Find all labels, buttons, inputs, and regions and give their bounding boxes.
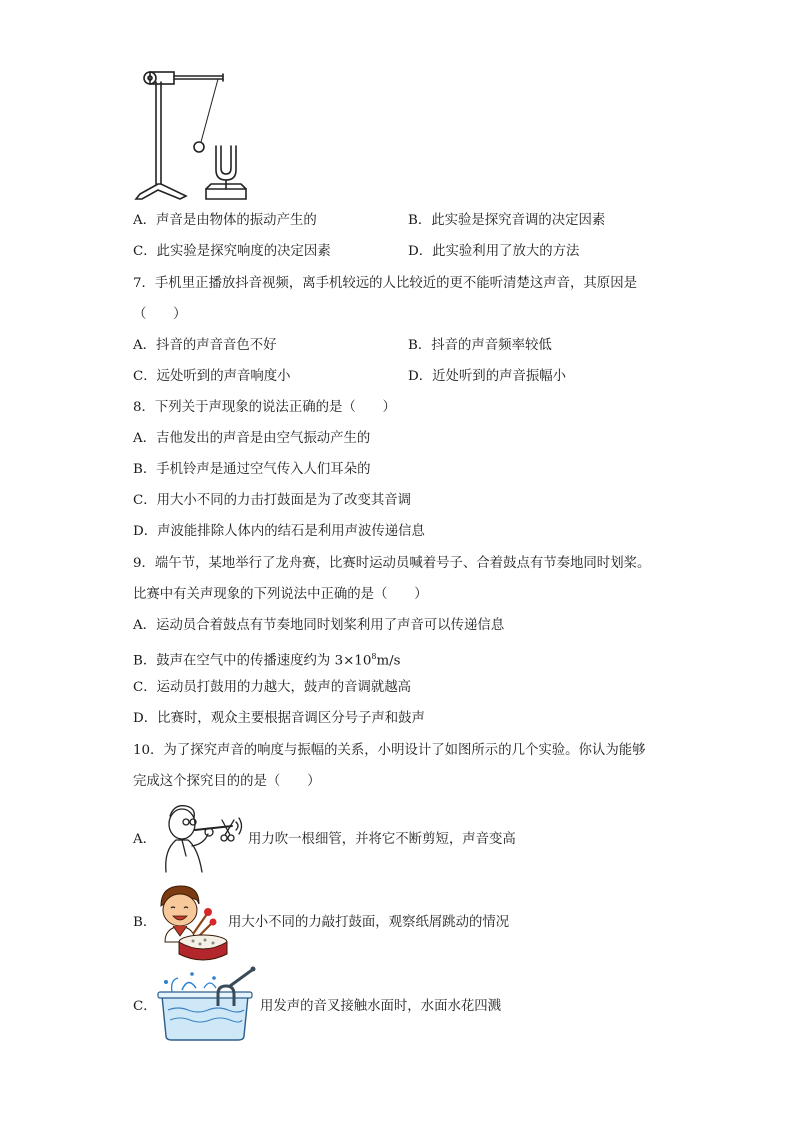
q8-option-c: C．用大小不同的力击打鼓面是为了改变其音调 bbox=[133, 493, 412, 508]
q10-option-b-text: 用大小不同的力敲打鼓面，观察纸屑跳动的情况 bbox=[228, 915, 510, 930]
q9-option-b-text: B．鼓声在空气中的传播速度约为 3×10 bbox=[133, 653, 372, 669]
q8-option-a: A．吉他发出的声音是由空气振动产生的 bbox=[133, 431, 371, 446]
q10-stem-line1: 10．为了探究声音的响度与振幅的关系，小明设计了如图所示的几个实验。你认为能够 bbox=[133, 743, 646, 758]
q10-option-b-label: B． bbox=[133, 915, 157, 930]
q7-option-d: D．近处听到的声音振幅小 bbox=[408, 369, 567, 384]
q9-option-d: D．比赛时，观众主要根据音调区分号子声和鼓声 bbox=[133, 711, 425, 726]
q8-option-b: B．手机铃声是通过空气传入人们耳朵的 bbox=[133, 462, 371, 477]
q9-stem-line2: 比赛中有关声现象的下列说法中正确的是（ ） bbox=[133, 587, 428, 602]
q6-option-c: C．此实验是探究响度的决定因素 bbox=[133, 244, 331, 259]
q9-option-b-exponent: 8 bbox=[371, 652, 377, 661]
tuning-fork-water-illustration bbox=[152, 966, 258, 1044]
q7-option-b: B．抖音的声音频率较低 bbox=[408, 338, 552, 353]
q7-option-a: A．抖音的声音音色不好 bbox=[133, 338, 277, 353]
q7-stem-line1: 7．手机里正播放抖音视频，离手机较远的人比较近的更不能听清楚这声音，其原因是 bbox=[133, 276, 637, 291]
q9-option-b-unit: m/s bbox=[376, 653, 401, 669]
q10-stem-line2: 完成这个探究目的的是（ ） bbox=[133, 774, 321, 789]
q10-option-a-label: A． bbox=[133, 832, 157, 847]
q10-option-c-text: 用发声的音叉接触水面时，水面水花四溅 bbox=[260, 999, 502, 1014]
q10-option-a-text: 用力吹一根细管，并将它不断剪短，声音变高 bbox=[248, 832, 516, 847]
q9-option-a: A．运动员合着鼓点有节奏地同时划桨利用了声音可以传递信息 bbox=[133, 618, 505, 633]
q9-stem-line1: 9．端午节，某地举行了龙舟赛，比赛时运动员喊着号子、合着鼓点有节奏地同时划桨。 bbox=[133, 556, 651, 571]
boy-drumming-illustration bbox=[153, 884, 231, 964]
q6-option-a: A．声音是由物体的振动产生的 bbox=[133, 213, 317, 228]
q9-option-b bbox=[133, 647, 401, 671]
q7-stem-line2: （ ） bbox=[133, 307, 187, 322]
q8-stem: 8．下列关于声现象的说法正确的是（ ） bbox=[133, 400, 396, 415]
q10-option-c-label: C． bbox=[133, 999, 157, 1014]
q9-option-c: C．运动员打鼓用的力越大，鼓声的音调就越高 bbox=[133, 680, 412, 695]
q6-option-b: B．此实验是探究音调的决定因素 bbox=[408, 213, 606, 228]
pendulum-tuning-fork-figure bbox=[128, 62, 253, 204]
man-blowing-tube-illustration bbox=[152, 800, 244, 876]
q8-option-d: D．声波能排除人体内的结石是利用声波传递信息 bbox=[133, 524, 425, 539]
q6-option-d: D．此实验利用了放大的方法 bbox=[408, 244, 580, 259]
q7-option-c: C．远处听到的声音响度小 bbox=[133, 369, 291, 384]
